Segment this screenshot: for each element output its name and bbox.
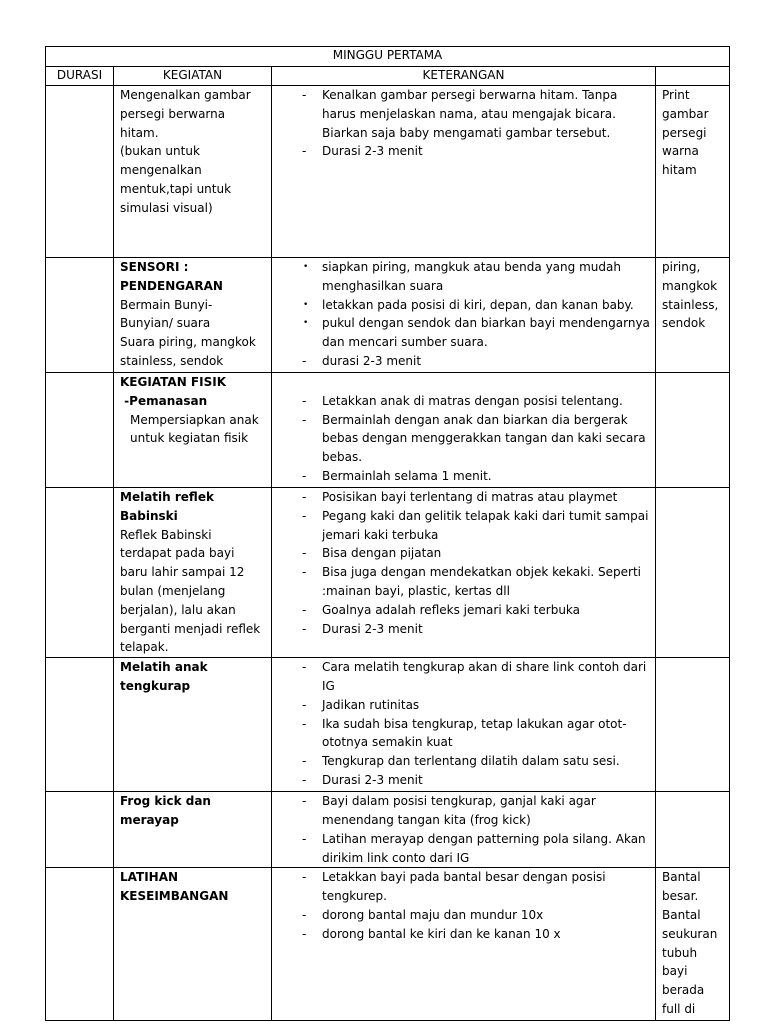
kegiatan-title: PENDENGARAN [120,278,223,293]
list-item: - Pegang kaki dan gelitik telapak kaki dari tumit sampai jemari kaki terbuka [276,507,651,545]
table-row [46,792,730,868]
header-kegiatan: KEGIATAN [114,67,272,86]
note-line: Bantal [662,870,701,885]
durasi-cell [46,86,114,258]
keterangan-cell [272,258,656,373]
note-line: gambar [662,106,709,121]
table-row [46,86,730,258]
note-cell [656,373,730,488]
list-item: - Letakkan anak di matras dengan posisi telentang. [276,392,651,411]
list-item: - Bermainlah selama 1 menit. [276,467,651,486]
header-keterangan: KETERANGAN [272,67,656,86]
kegiatan-cell [114,792,272,868]
note-line: berada [662,983,705,998]
list-item: - Kenalkan gambar persegi berwarna hitam. Tanpa harus menjelaskan nama, atau mengajak bicara. Biarkan saja baby mengamati gambar tersebut. [276,86,651,142]
durasi-cell [46,868,114,1021]
table-row [46,258,730,373]
keterangan-cell [272,658,656,792]
kegiatan-line: mengenalkan [120,163,202,178]
note-line: Print [662,88,690,102]
kegiatan-title: KESEIMBANGAN [120,889,229,904]
keterangan-cell [272,86,656,258]
kegiatan-line: (bukan untuk [120,144,200,159]
kegiatan-line: Mengenalkan gambar [120,88,251,102]
kegiatan-line: simulasi visual) [120,200,213,215]
list-item: - Latihan merayap dengan patterning pola silang. Akan dirikim link conto dari IG [276,830,651,868]
list-item: - Bermainlah dengan anak dan biarkan dia bergerak bebas dengan menggerakkan tangan dan kaki secara bebas. [276,411,651,467]
durasi-cell [46,792,114,868]
note-line: hitam [662,163,697,178]
kegiatan-line: baru lahir sampai 12 [120,565,245,580]
note-cell [656,868,730,1021]
keterangan-cell [272,868,656,1021]
list-item: - Ika sudah bisa tengkurap, tetap lakukan agar otot-ototnya semakin kuat [276,715,651,753]
kegiatan-title: LATIHAN [120,870,179,885]
table-title: MINGGU PERTAMA [46,47,730,67]
note-line: stainless, [662,297,719,312]
kegiatan-title: Frog kick dan merayap [120,794,211,827]
kegiatan-title: Melatih reflek Babinski [120,490,214,523]
kegiatan-line: telapak. [120,640,169,655]
durasi-cell [46,258,114,373]
list-item: - Goalnya adalah refleks jemari kaki terbuka [276,601,651,620]
table-row [46,868,730,1021]
kegiatan-subtitle: -Pemanasan [120,393,208,408]
note-line: persegi [662,125,707,140]
list-item: - Bisa dengan pijatan [276,544,651,563]
note-line: tubuh [662,945,698,960]
kegiatan-line: Bermain Bunyi- [120,297,213,312]
note-cell [656,488,730,658]
list-item: - Bisa juga dengan mendekatkan objek kekaki. Seperti :mainan bayi, plastic, kertas dll [276,563,651,601]
weekly-activity-table [45,46,730,1021]
durasi-cell [46,373,114,488]
keterangan-cell [272,488,656,658]
kegiatan-cell [114,373,272,488]
list-item: - dorong bantal maju dan mundur 10x [276,906,651,925]
list-item: • siapkan piring, mangkuk atau benda yang mudah menghasilkan suara [276,258,651,296]
kegiatan-title: Melatih anak [120,660,208,675]
kegiatan-line: mentuk,tapi untuk [120,181,232,196]
list-item: - Durasi 2-3 menit [276,620,651,639]
table-row [46,658,730,792]
keterangan-cell [272,792,656,868]
kegiatan-title: KEGIATAN FISIK [120,375,226,389]
list-item: - Durasi 2-3 menit [276,142,651,161]
list-item: • letakkan pada posisi di kiri, depan, dan kanan baby. [276,296,651,315]
note-line: full di [662,1001,696,1016]
header-durasi: DURASI [46,67,114,86]
note-line: sendok [662,316,706,331]
kegiatan-title: tengkurap [120,678,191,693]
kegiatan-line: berjalan), lalu akan [120,602,236,617]
table-header-row [46,67,730,86]
kegiatan-line: bulan (menjelang [120,583,226,598]
list-item: - durasi 2-3 menit [276,352,651,371]
kegiatan-line: terdapat pada bayi [120,546,235,561]
kegiatan-cell [114,868,272,1021]
list-item: - Tengkurap dan terlentang dilatih dalam satu sesi. [276,752,651,771]
kegiatan-line: Bunyian/ suara [120,316,211,331]
kegiatan-line: berganti menjadi reflek [120,621,261,636]
kegiatan-line: Mempersiapkan anak [130,412,259,427]
kegiatan-line: Reflek Babinski [120,527,212,542]
list-item: - Durasi 2-3 menit [276,771,651,790]
kegiatan-title: SENSORI : [120,260,189,274]
note-line: bayi [662,964,688,979]
note-line: warna [662,144,699,159]
note-line: piring, [662,260,701,274]
note-cell [656,86,730,258]
list-item: - Posisikan bayi terlentang di matras atau playmet [276,488,651,507]
kegiatan-cell [114,658,272,792]
note-cell [656,792,730,868]
note-cell [656,258,730,373]
table-row [46,373,730,488]
list-item: - Bayi dalam posisi tengkurap, ganjal kaki agar menendang tangan kita (frog kick) [276,792,651,830]
table-title-row [46,47,730,67]
header-extra [656,67,730,86]
note-cell [656,658,730,792]
note-line: seukuran [662,926,718,941]
kegiatan-line: Suara piring, mangkok [120,335,256,350]
list-item: - Cara melatih tengkurap akan di share link contoh dari IG [276,658,651,696]
note-line: besar. [662,889,699,904]
kegiatan-line: hitam. [120,125,159,140]
list-item: - Jadikan rutinitas [276,696,651,715]
note-line: mangkok [662,278,718,293]
list-item: - Letakkan bayi pada bantal besar dengan posisi tengkurep. [276,868,651,906]
table-row [46,488,730,658]
keterangan-cell [272,373,656,488]
kegiatan-cell [114,258,272,373]
list-item: • pukul dengan sendok dan biarkan bayi mendengarnya dan mencari sumber suara. [276,314,651,352]
kegiatan-cell [114,86,272,258]
kegiatan-cell [114,488,272,658]
note-line: Bantal [662,907,701,922]
durasi-cell [46,658,114,792]
list-item: - dorong bantal ke kiri dan ke kanan 10 x [276,925,651,944]
kegiatan-line: untuk kegiatan fisik [130,431,249,446]
kegiatan-line: stainless, sendok [120,353,224,368]
kegiatan-line: persegi berwarna [120,106,226,121]
durasi-cell [46,488,114,658]
